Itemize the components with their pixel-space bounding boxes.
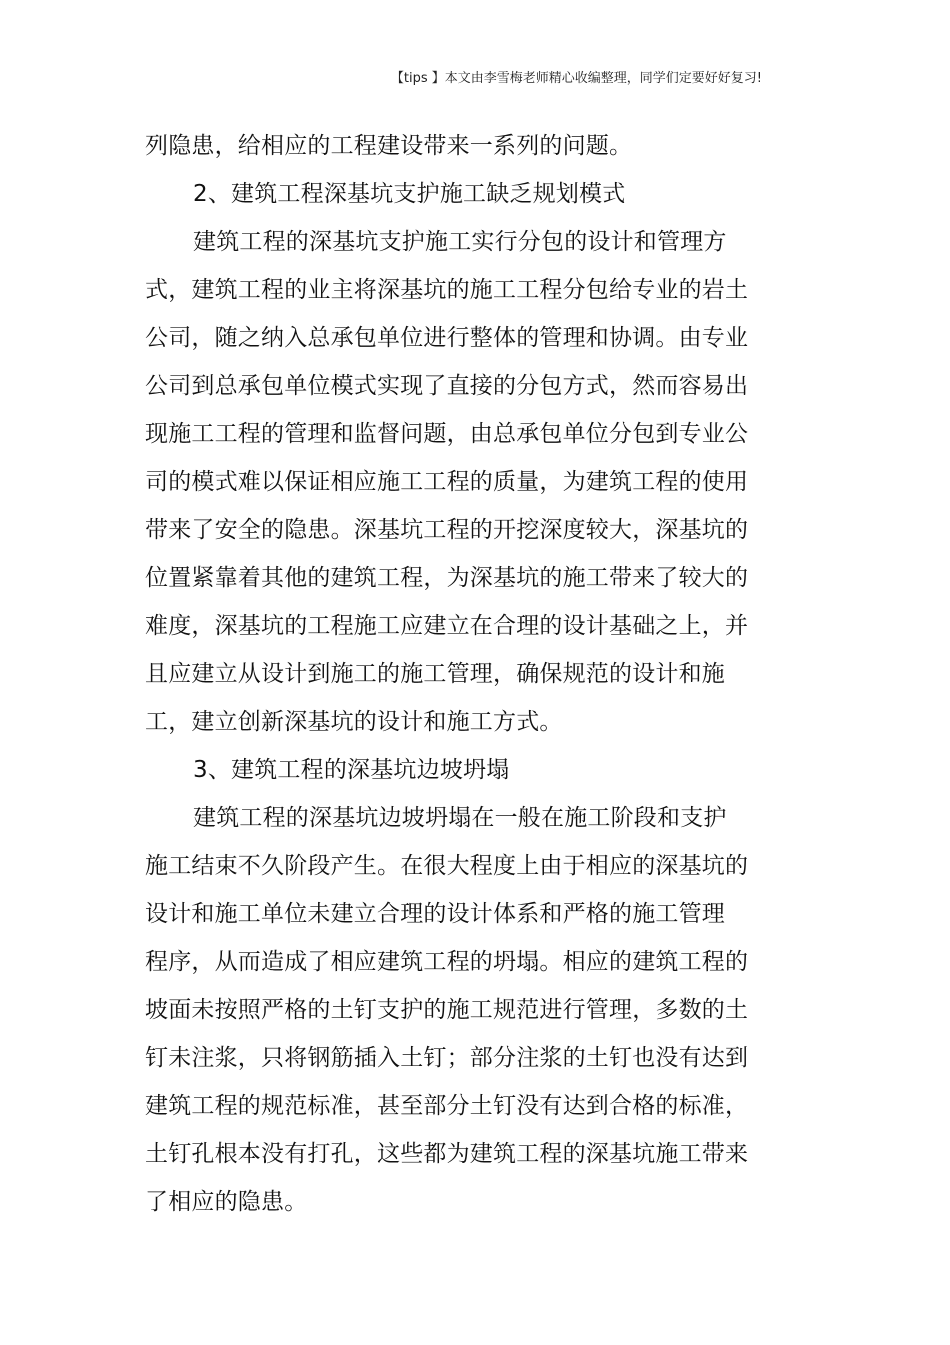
text-line: 建筑工程的深基坑支护施工实行分包的设计和管理方 xyxy=(193,229,727,255)
text-line: 施工结束不久阶段产生。在很大程度上由于相应的深基坑的 xyxy=(145,853,749,879)
text-line: 工，建立创新深基坑的设计和施工方式。 xyxy=(145,709,563,735)
text-line: 建筑工程的规范标准，甚至部分土钉没有达到合格的标准， xyxy=(145,1093,749,1119)
text-line: 土钉孔根本没有打孔，这些都为建筑工程的深基坑施工带来 xyxy=(145,1141,749,1167)
body-text xyxy=(145,122,749,1226)
text-line: 难度，深基坑的工程施工应建立在合理的设计基础之上，并 xyxy=(145,613,749,639)
text-line: 公司，随之纳入总承包单位进行整体的管理和协调。由专业 xyxy=(145,325,749,351)
text-line: 列隐患，给相应的工程建设带来一系列的问题。 xyxy=(145,133,633,159)
text-line: 程序，从而造成了相应建筑工程的坍塌。相应的建筑工程的 xyxy=(145,949,749,975)
text-line: 设计和施工单位未建立合理的设计体系和严格的施工管理 xyxy=(145,901,725,927)
section-heading-3: 3、建筑工程的深基坑边坡坍塌 xyxy=(193,757,510,783)
section-heading-2: 2、建筑工程深基坑支护施工缺乏规划模式 xyxy=(193,181,626,207)
header-tip: 【tips 】本文由李雪梅老师精心收编整理，同学们定要好好复习! xyxy=(390,71,762,86)
text-line: 了相应的隐患。 xyxy=(145,1189,308,1215)
text-line: 带来了安全的隐患。深基坑工程的开挖深度较大，深基坑的 xyxy=(145,517,749,543)
text-line: 且应建立从设计到施工的施工管理，确保规范的设计和施 xyxy=(145,661,725,687)
text-line: 位置紧靠着其他的建筑工程，为深基坑的施工带来了较大的 xyxy=(145,565,749,591)
text-line: 现施工工程的管理和监督问题，由总承包单位分包到专业公 xyxy=(145,421,749,447)
text-line: 式，建筑工程的业主将深基坑的施工工程分包给专业的岩土 xyxy=(145,277,749,303)
text-line: 坡面未按照严格的土钉支护的施工规范进行管理，多数的土 xyxy=(145,997,749,1023)
text-line: 建筑工程的深基坑边坡坍塌在一般在施工阶段和支护 xyxy=(193,805,727,831)
text-line: 钉未注浆，只将钢筋插入土钉；部分注浆的土钉也没有达到 xyxy=(145,1045,749,1071)
text-line: 公司到总承包单位模式实现了直接的分包方式，然而容易出 xyxy=(145,373,749,399)
text-line: 司的模式难以保证相应施工工程的质量，为建筑工程的使用 xyxy=(145,469,749,495)
